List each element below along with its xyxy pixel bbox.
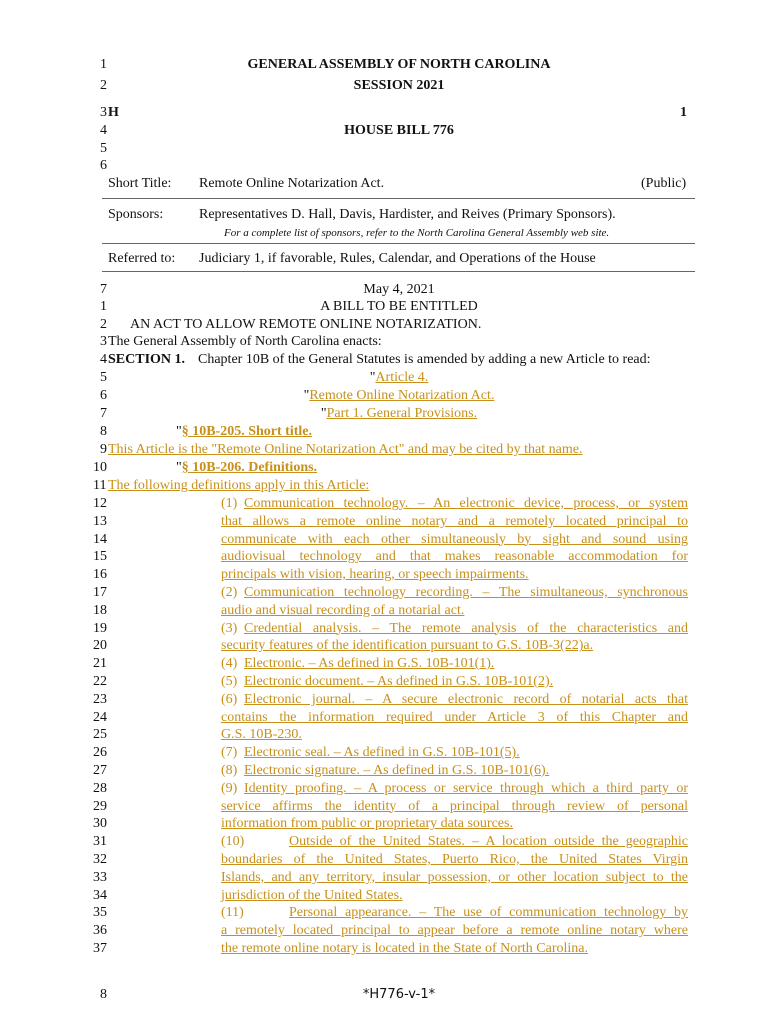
divider [102,198,695,199]
definition-number: (8) [221,763,238,778]
quote-mark: " [369,370,376,385]
definition-line [221,495,688,512]
definition-number: (9) [221,780,238,796]
short-title: Remote Online Notarization Act. [199,176,385,191]
article-name: Remote Online Notarization Act. [309,388,495,403]
definition-line: audiovisual technology and that makes reasonable accommodation for [221,549,688,565]
line-number: 23 [93,691,107,707]
definition-line: audio and visual recording of a notarial act. [221,602,465,618]
line-number: 18 [93,602,107,618]
definition-number: (1) [221,496,238,511]
quote-mark: " [176,424,182,439]
line-number: 5 [100,370,107,385]
definition-line [221,620,688,637]
definition-line: communicate with each other simultaneously by sight and sound using [221,531,688,547]
sponsors-label: Sponsors: [108,207,164,222]
public-label: (Public) [641,176,687,191]
section-205-heading [176,423,312,440]
line-number: 13 [93,513,107,529]
line-number: 24 [93,709,107,725]
line-number: 4 [100,352,107,367]
line-number: 34 [93,887,107,903]
section-206-heading [176,459,317,476]
definition-line [221,762,688,779]
part-name: Part 1. General Provisions. [326,406,478,421]
quote-mark: " [176,460,182,475]
line-number: 22 [93,674,107,689]
definition-line: Islands, and any territory, insular possession, or other location subject to the [221,869,688,885]
enacting-clause: The General Assembly of North Carolina enacts: [108,334,382,349]
definition-line: principals with vision, hearing, or speech impairments. [221,567,529,583]
line-number: 31 [93,834,107,850]
section-205-title: § 10B-205. Short title. [181,424,312,439]
line-number: 6 [100,388,107,403]
definition-number: (6) [221,691,238,707]
referred-label: Referred to: [108,251,176,266]
short-title-label: Short Title: [108,176,172,191]
definition-text: Electronic. – As defined in G.S. 10B-101(1). [244,656,495,672]
definition-number: (10) [221,834,245,850]
line-number: 2 [100,78,107,93]
section-205-text: This Article is the "Remote Online Notarization Act" and may be cited by that name. [108,442,583,457]
line-number: 32 [93,852,107,867]
definition-line [221,904,688,921]
line-number: 5 [100,141,107,156]
definition-text: Identity proofing. – A process or service through which a third party or [244,780,688,796]
line-number: 27 [93,763,107,778]
quote-mark: " [320,406,327,421]
line-number: 1 [100,57,107,72]
line-number: 2 [100,317,107,332]
definition-line [221,780,688,797]
line-number: 7 [100,406,107,421]
line-number: 29 [93,798,107,814]
line-number: 11 [93,478,107,493]
assembly-title: GENERAL ASSEMBLY OF NORTH CAROLINA [247,57,551,72]
line-number: 6 [100,158,107,173]
line-number: 36 [93,923,107,939]
definition-line [221,691,688,708]
line-number: 12 [93,496,107,511]
definition-line [221,744,688,761]
line-number: 10 [93,460,107,475]
definition-line [221,584,688,601]
line-number: 8 [100,424,107,439]
chamber-letter: H [108,105,119,120]
definition-line: service affirms the identity of a principal through review of personal [221,798,688,814]
definition-line: the remote online notary is located in the State of North Carolina. [221,941,589,956]
bill-date: May 4, 2021 [363,282,435,297]
definition-number: (3) [221,620,238,636]
sponsors-note: For a complete list of sponsors, refer to the North Carolina General Assembly web site. [224,227,610,239]
line-number: 26 [93,745,107,761]
definition-line: that allows a remote online notary and a remotely located principal to [221,513,688,529]
divider [102,271,695,272]
definition-text: Electronic seal. – As defined in G.S. 10B-101(5). [244,745,520,761]
definition-number: (11) [221,905,244,921]
line-number: 20 [93,638,107,654]
definition-line [221,655,688,672]
definition-line: G.S. 10B-230. [221,727,302,743]
line-number: 21 [93,656,107,672]
line-number: 16 [93,567,107,583]
definition-text: Outside of the United States. – A location outside the geographic [289,834,688,850]
definition-line: contains the information required under Article 3 of this Chapter and [221,709,688,725]
bill-number: HOUSE BILL 776 [344,123,454,138]
definition-text: Communication technology recording. – The simultaneous, synchronous [244,585,688,600]
referred-to: Judiciary 1, if favorable, Rules, Calendar, and Operations of the House [199,251,596,266]
section-text: Chapter 10B of the General Statutes is amended by adding a new Article to read: [198,352,651,367]
definition-text: Electronic signature. – As defined in G.S. 10B-101(6). [244,763,550,778]
line-number: 17 [93,585,107,600]
line-number: 4 [100,123,107,138]
document-code: *H776-v-1* [362,987,436,1002]
act-title: AN ACT TO ALLOW REMOTE ONLINE NOTARIZATION. [130,317,482,332]
line-number: 14 [93,531,107,547]
definition-text: Credential analysis. – The remote analysis of the characteristics and [244,620,688,636]
divider [102,243,695,244]
line-number: 9 [100,442,107,457]
definition-number: (5) [221,674,238,689]
line-number: 33 [93,869,107,885]
article-heading [110,369,688,386]
quote-mark: " [303,388,310,403]
line-number: 28 [93,780,107,796]
line-number: 30 [93,816,107,832]
definition-line [221,673,688,690]
article-number: Article 4. [375,370,429,385]
line-number: 3 [100,105,107,120]
definition-number: (4) [221,656,238,672]
section-206-title: § 10B-206. Definitions. [181,460,318,475]
definition-text: Electronic journal. – A secure electronic record of notarial acts that [244,691,688,707]
definition-text: Communication technology. – An electronic device, process, or system [244,496,688,511]
definition-line: security features of the identification pursuant to G.S. 10B-3(22)a. [221,638,594,654]
session-title: SESSION 2021 [353,78,445,93]
definition-text: Electronic document. – As defined in G.S. 10B-101(2). [244,674,554,689]
definition-number: (2) [221,585,238,600]
line-number: 3 [100,334,107,349]
line-number: 19 [93,620,107,636]
line-number: 7 [100,282,107,297]
page-number: 8 [100,987,107,1002]
part-heading [110,405,688,422]
definition-line: a remotely located principal to appear before a remote online notary where [221,923,688,939]
definition-number: (7) [221,745,238,761]
sponsors: Representatives D. Hall, Davis, Hardister, and Reives (Primary Sponsors). [199,207,616,222]
article-name-heading [110,387,688,404]
line-number: 37 [93,941,107,956]
definition-line: boundaries of the United States, Puerto Rico, the United States Virgin [221,852,688,867]
section-206-text: The following definitions apply in this Article: [108,478,370,493]
definition-text: Personal appearance. – The use of communication technology by [289,905,688,921]
version-number: 1 [680,105,687,120]
definition-line: jurisdiction of the United States. [221,887,403,903]
definition-line [221,833,688,850]
section-label: SECTION 1. [108,352,186,367]
line-number: 35 [93,905,107,921]
definition-line: information from public or proprietary data sources. [221,816,513,832]
line-number: 25 [93,727,107,743]
bill-entitled: A BILL TO BE ENTITLED [320,299,478,314]
line-number: 15 [93,549,107,565]
line-number: 1 [100,299,107,314]
